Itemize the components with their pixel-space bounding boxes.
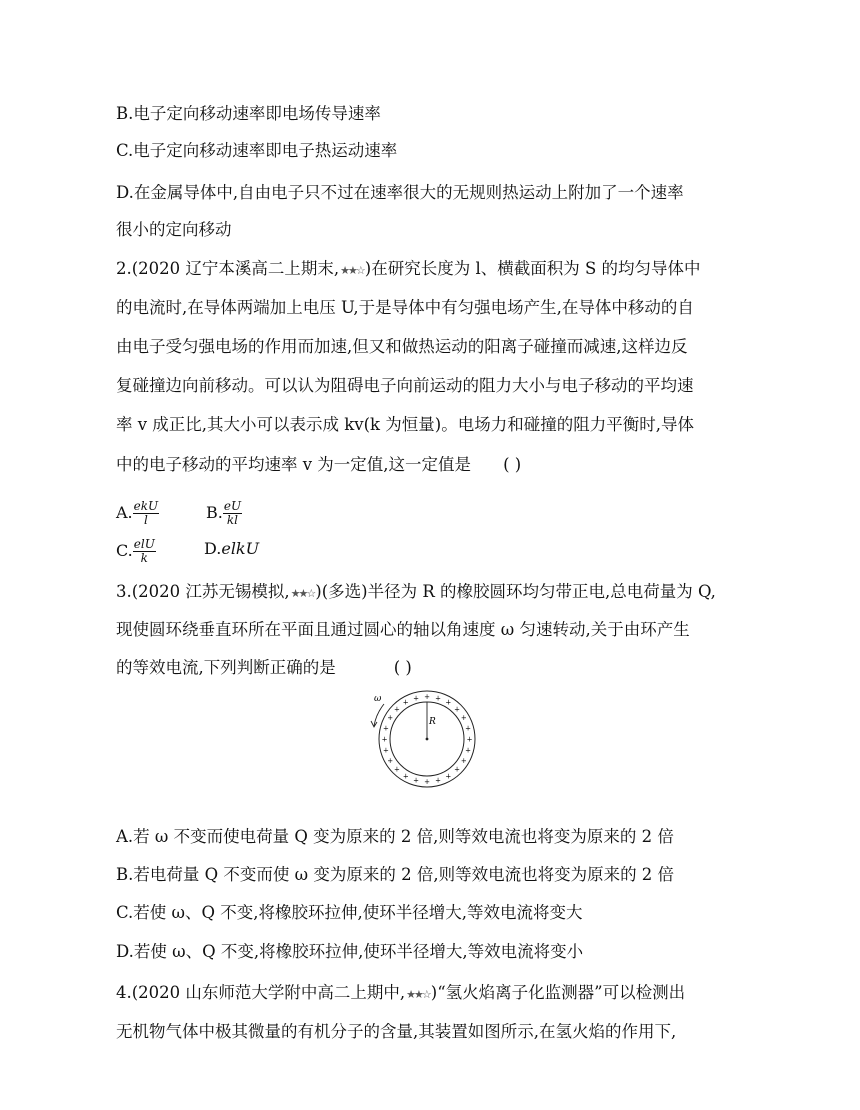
q3-stem-line2: 现使圆环绕垂直环所在平面且通过圆心的轴以角速度 ω 匀速转动,关于由环产生 [116,620,690,639]
plus-charge-icon: + [413,776,419,785]
plus-charge-icon: + [435,694,441,703]
plus-charge-icon: + [387,714,394,723]
q1-option-d-line1: D.在金属导体中,自由电子只不过在速率很大的无规则热运动上附加了一个速率 [116,183,684,202]
q1-option-c: C.电子定向移动速率即电子热运动速率 [116,141,398,160]
option-label: D. [204,539,222,558]
q1-option-d-line2: 很小的定向移动 [116,220,232,239]
star-difficulty-icon: ★★☆ [406,988,430,1001]
plus-charge-icon: + [393,765,400,774]
plus-charge-icon: + [445,772,452,781]
fraction-denominator: l [143,513,148,527]
option-label: B. [206,503,223,522]
q4-stem-line2: 无机物气体中极其微量的有机分子的含量,其装置如图所示,在氢火焰的作用下, [116,1022,677,1041]
fraction [133,500,160,527]
option-d-formula: elkU [221,539,260,558]
plus-charge-icon: + [393,705,400,714]
plus-charge-icon: + [387,756,394,765]
q2-stem-line4: 复碰撞边向前移动。可以认为阻碍电子向前运动的阻力大小与电子移动的平均速 [116,376,694,395]
plus-charge-icon: + [424,778,430,786]
plus-charge-icon: + [381,735,388,744]
q3-option-d: D.若使 ω、Q 不变,将橡胶环拉伸,使环半径增大,等效电流将变小 [116,942,584,961]
q3-option-c: C.若使 ω、Q 不变,将橡胶环拉伸,使环半径增大,等效电流将变大 [116,903,583,922]
plus-charge-icon: + [382,724,389,733]
q3-stem-line1 [116,581,716,605]
q3-source: 3.(2020 江苏无锡模拟, [116,582,290,601]
fraction [223,500,242,527]
answer-bracket: ( ) [503,455,522,474]
q2-stem-text: )在研究长度为 l、横截面积为 S 的均匀导体中 [364,259,701,278]
answer-bracket: ( ) [393,658,412,677]
q3-stem-line3 [116,657,412,679]
option-label: A. [116,503,133,522]
fraction-numerator: elU [133,537,155,551]
plus-charge-icon: + [413,694,419,703]
q4-stem-line1 [116,982,685,1006]
q3-option-b: B.若电荷量 Q 不变而使 ω 变为原来的 2 倍,则等效电流也将变为原来的 2 倍 [116,865,675,884]
plus-charge-icon: + [466,735,473,744]
q2-source: 2.(2020 辽宁本溪高二上期末, [116,259,340,278]
q3-stem-text-3: 的等效电流,下列判断正确的是 [116,658,336,677]
fraction-numerator: ekU [133,499,159,513]
q4-stem-text: )“氢火焰离子化监测器”可以检测出 [430,983,686,1002]
plus-charge-icon: + [465,746,472,755]
charged-ring-figure [366,690,486,790]
q2-option-b [206,500,242,527]
plus-charge-icon: + [460,714,467,723]
star-difficulty-icon: ★★☆ [340,264,364,277]
q2-stem-line6 [116,454,521,476]
plus-charge-icon: + [445,698,452,707]
plus-charge-icon: + [402,772,409,781]
q2-option-a [116,500,159,527]
rotation-arrow-icon [374,704,384,726]
q3-option-a: A.若 ω 不变而使电荷量 Q 变为原来的 2 倍,则等效电流也将变为原来的 2 倍 [116,827,674,846]
fraction [133,538,156,565]
fraction-numerator: eU [223,499,242,513]
q2-option-c [116,538,156,565]
q2-stem-line1 [116,258,701,282]
fraction-denominator: kl [226,513,238,527]
plus-charge-icon: + [435,776,441,785]
plus-charge-icon: + [465,724,472,733]
omega-label: ω [374,694,382,704]
option-label: C. [116,541,133,560]
q2-option-d [204,538,259,560]
plus-charge-icon: + [424,693,430,701]
fraction-denominator: k [140,551,148,565]
q1-option-b: B.电子定向移动速率即电场传导速率 [116,104,381,123]
plus-charge-icon: + [454,765,461,774]
q2-stem-text-6: 中的电子移动的平均速率 v 为一定值,这一定值是 [116,455,472,474]
plus-charge-icon: + [460,756,467,765]
plus-charge-icon: + [454,705,461,714]
plus-charge-icon: + [402,698,409,707]
q2-stem-line3: 由电子受匀强电场的作用而加速,但又和做热运动的阳离子碰撞而减速,这样边反 [116,337,688,356]
q2-stem-line5: 率 v 成正比,其大小可以表示成 kv(k 为恒量)。电场力和碰撞的阻力平衡时,导体 [116,415,694,434]
q3-stem-text: )(多选)半径为 R 的橡胶圆环均匀带正电,总电荷量为 Q, [315,582,716,601]
q4-source: 4.(2020 山东师范大学附中高二上期中, [116,983,406,1002]
radius-label: R [429,717,436,727]
plus-charge-icon: + [382,746,389,755]
star-difficulty-icon: ★★☆ [290,587,315,600]
q2-stem-line2: 的电流时,在导体两端加上电压 U,于是导体中有匀强电场产生,在导体中移动的自 [116,298,694,317]
